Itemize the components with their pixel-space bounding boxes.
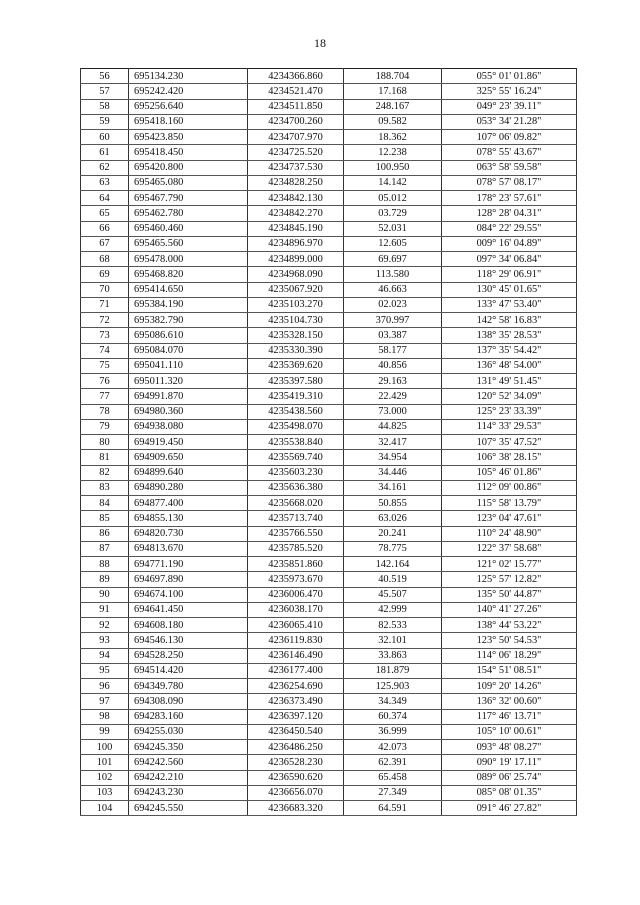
bearing-cell: 078° 55' 43.67": [442, 145, 577, 160]
y-coordinate-cell: 4236254.690: [248, 679, 344, 694]
distance-cell: 40.519: [344, 572, 442, 587]
y-coordinate-cell: 4236177.400: [248, 663, 344, 678]
x-coordinate-cell: 695418.450: [129, 145, 248, 160]
x-coordinate-cell: 694245.550: [129, 801, 248, 816]
coordinates-table: [80, 68, 577, 816]
distance-cell: 20.241: [344, 526, 442, 541]
x-coordinate-cell: 694909.650: [129, 450, 248, 465]
distance-cell: 65.458: [344, 770, 442, 785]
point-number-cell: 76: [81, 374, 129, 389]
distance-cell: 03.387: [344, 328, 442, 343]
x-coordinate-cell: 694674.100: [129, 587, 248, 602]
point-number-cell: 79: [81, 419, 129, 434]
distance-cell: 52.031: [344, 221, 442, 236]
table-row: [81, 480, 577, 495]
x-coordinate-cell: 694919.450: [129, 435, 248, 450]
table-row: [81, 770, 577, 785]
bearing-cell: 115° 58' 13.79": [442, 496, 577, 511]
y-coordinate-cell: 4234737.530: [248, 160, 344, 175]
y-coordinate-cell: 4236006.470: [248, 587, 344, 602]
distance-cell: 02.023: [344, 297, 442, 312]
bearing-cell: 114° 06' 18.29": [442, 648, 577, 663]
x-coordinate-cell: 694255.030: [129, 724, 248, 739]
x-coordinate-cell: 694349.780: [129, 679, 248, 694]
point-number-cell: 68: [81, 252, 129, 267]
x-coordinate-cell: 694243.230: [129, 785, 248, 800]
x-coordinate-cell: 694855.130: [129, 511, 248, 526]
y-coordinate-cell: 4234707.970: [248, 130, 344, 145]
distance-cell: 45.507: [344, 587, 442, 602]
point-number-cell: 98: [81, 709, 129, 724]
distance-cell: 09.582: [344, 114, 442, 129]
bearing-cell: 110° 24' 48.90": [442, 526, 577, 541]
y-coordinate-cell: 4235438.560: [248, 404, 344, 419]
distance-cell: 34.161: [344, 480, 442, 495]
bearing-cell: 053° 34' 21.28": [442, 114, 577, 129]
distance-cell: 44.825: [344, 419, 442, 434]
distance-cell: 18.362: [344, 130, 442, 145]
y-coordinate-cell: 4235766.550: [248, 526, 344, 541]
point-number-cell: 69: [81, 267, 129, 282]
table-row: [81, 633, 577, 648]
distance-cell: 69.697: [344, 252, 442, 267]
x-coordinate-cell: 694528.250: [129, 648, 248, 663]
table-row: [81, 785, 577, 800]
y-coordinate-cell: 4234842.270: [248, 206, 344, 221]
distance-cell: 12.605: [344, 236, 442, 251]
y-coordinate-cell: 4234899.000: [248, 252, 344, 267]
point-number-cell: 102: [81, 770, 129, 785]
table-row: [81, 740, 577, 755]
table-row: [81, 175, 577, 190]
distance-cell: 12.238: [344, 145, 442, 160]
distance-cell: 248.167: [344, 99, 442, 114]
table-row: [81, 618, 577, 633]
x-coordinate-cell: 694980.360: [129, 404, 248, 419]
x-coordinate-cell: 695384.190: [129, 297, 248, 312]
y-coordinate-cell: 4234521.470: [248, 84, 344, 99]
point-number-cell: 82: [81, 465, 129, 480]
point-number-cell: 91: [81, 602, 129, 617]
bearing-cell: 118° 29' 06.91": [442, 267, 577, 282]
distance-cell: 22.429: [344, 389, 442, 404]
bearing-cell: 125° 23' 33.39": [442, 404, 577, 419]
distance-cell: 46.663: [344, 282, 442, 297]
point-number-cell: 60: [81, 130, 129, 145]
point-number-cell: 70: [81, 282, 129, 297]
bearing-cell: 055° 01' 01.86": [442, 69, 577, 84]
y-coordinate-cell: 4235104.730: [248, 313, 344, 328]
bearing-cell: 131° 49' 51.45": [442, 374, 577, 389]
distance-cell: 62.391: [344, 755, 442, 770]
x-coordinate-cell: 694938.080: [129, 419, 248, 434]
bearing-cell: 136° 48' 54.00": [442, 358, 577, 373]
y-coordinate-cell: 4234511.850: [248, 99, 344, 114]
x-coordinate-cell: 694771.190: [129, 557, 248, 572]
x-coordinate-cell: 695382.790: [129, 313, 248, 328]
table-row: [81, 602, 577, 617]
point-number-cell: 103: [81, 785, 129, 800]
y-coordinate-cell: 4235330.390: [248, 343, 344, 358]
y-coordinate-cell: 4236450.540: [248, 724, 344, 739]
table-row: [81, 755, 577, 770]
bearing-cell: 123° 04' 47.61": [442, 511, 577, 526]
point-number-cell: 97: [81, 694, 129, 709]
y-coordinate-cell: 4235636.380: [248, 480, 344, 495]
point-number-cell: 58: [81, 99, 129, 114]
table-row: [81, 679, 577, 694]
x-coordinate-cell: 695242.420: [129, 84, 248, 99]
distance-cell: 73.000: [344, 404, 442, 419]
y-coordinate-cell: 4235369.620: [248, 358, 344, 373]
distance-cell: 05.012: [344, 191, 442, 206]
point-number-cell: 96: [81, 679, 129, 694]
bearing-cell: 106° 38' 28.15": [442, 450, 577, 465]
table-row: [81, 465, 577, 480]
point-number-cell: 78: [81, 404, 129, 419]
distance-cell: 29.163: [344, 374, 442, 389]
y-coordinate-cell: 4234968.090: [248, 267, 344, 282]
point-number-cell: 56: [81, 69, 129, 84]
bearing-cell: 325° 55' 16.24": [442, 84, 577, 99]
distance-cell: 03.729: [344, 206, 442, 221]
x-coordinate-cell: 694242.560: [129, 755, 248, 770]
table-row: [81, 358, 577, 373]
bearing-cell: 105° 46' 01.86": [442, 465, 577, 480]
bearing-cell: 114° 33' 29.53": [442, 419, 577, 434]
x-coordinate-cell: 695420.800: [129, 160, 248, 175]
y-coordinate-cell: 4236119.830: [248, 633, 344, 648]
table-row: [81, 663, 577, 678]
x-coordinate-cell: 694546.130: [129, 633, 248, 648]
y-coordinate-cell: 4236656.070: [248, 785, 344, 800]
table-row: [81, 724, 577, 739]
x-coordinate-cell: 694308.090: [129, 694, 248, 709]
x-coordinate-cell: 694242.210: [129, 770, 248, 785]
point-number-cell: 104: [81, 801, 129, 816]
distance-cell: 188.704: [344, 69, 442, 84]
point-number-cell: 59: [81, 114, 129, 129]
y-coordinate-cell: 4236065.410: [248, 618, 344, 633]
distance-cell: 100.950: [344, 160, 442, 175]
x-coordinate-cell: 694697.890: [129, 572, 248, 587]
distance-cell: 181.879: [344, 663, 442, 678]
distance-cell: 34.954: [344, 450, 442, 465]
point-number-cell: 66: [81, 221, 129, 236]
bearing-cell: 137° 35' 54.42": [442, 343, 577, 358]
table-row: [81, 328, 577, 343]
bearing-cell: 085° 08' 01.35": [442, 785, 577, 800]
point-number-cell: 77: [81, 389, 129, 404]
distance-cell: 14.142: [344, 175, 442, 190]
x-coordinate-cell: 695011.320: [129, 374, 248, 389]
y-coordinate-cell: 4234896.970: [248, 236, 344, 251]
point-number-cell: 71: [81, 297, 129, 312]
table-row: [81, 419, 577, 434]
bearing-cell: 097° 34' 06.84": [442, 252, 577, 267]
x-coordinate-cell: 694283.160: [129, 709, 248, 724]
point-number-cell: 83: [81, 480, 129, 495]
table-row: [81, 252, 577, 267]
x-coordinate-cell: 695465.080: [129, 175, 248, 190]
bearing-cell: 138° 44' 53.22": [442, 618, 577, 633]
table-row: [81, 191, 577, 206]
distance-cell: 64.591: [344, 801, 442, 816]
bearing-cell: 140° 41' 27.26": [442, 602, 577, 617]
x-coordinate-cell: 695468.820: [129, 267, 248, 282]
point-number-cell: 93: [81, 633, 129, 648]
point-number-cell: 86: [81, 526, 129, 541]
x-coordinate-cell: 695041.110: [129, 358, 248, 373]
distance-cell: 42.999: [344, 602, 442, 617]
bearing-cell: 105° 10' 00.61": [442, 724, 577, 739]
bearing-cell: 130° 45' 01.65": [442, 282, 577, 297]
table-row: [81, 709, 577, 724]
table-row: [81, 69, 577, 84]
bearing-cell: 078° 57' 08.17": [442, 175, 577, 190]
x-coordinate-cell: 695414.650: [129, 282, 248, 297]
distance-cell: 32.101: [344, 633, 442, 648]
distance-cell: 32.417: [344, 435, 442, 450]
x-coordinate-cell: 694820.730: [129, 526, 248, 541]
y-coordinate-cell: 4236397.120: [248, 709, 344, 724]
bearing-cell: 136° 32' 00.60": [442, 694, 577, 709]
y-coordinate-cell: 4235538.840: [248, 435, 344, 450]
point-number-cell: 89: [81, 572, 129, 587]
y-coordinate-cell: 4236590.620: [248, 770, 344, 785]
page-number: 18: [314, 36, 326, 50]
x-coordinate-cell: 695460.460: [129, 221, 248, 236]
distance-cell: 34.349: [344, 694, 442, 709]
distance-cell: 142.164: [344, 557, 442, 572]
bearing-cell: 117° 46' 13.71": [442, 709, 577, 724]
bearing-cell: 121° 02' 15.77": [442, 557, 577, 572]
point-number-cell: 75: [81, 358, 129, 373]
y-coordinate-cell: 4235851.860: [248, 557, 344, 572]
bearing-cell: 063° 58' 59.58": [442, 160, 577, 175]
x-coordinate-cell: 695086.610: [129, 328, 248, 343]
bearing-cell: 123° 50' 54.53": [442, 633, 577, 648]
point-number-cell: 92: [81, 618, 129, 633]
bearing-cell: 125° 57' 12.82": [442, 572, 577, 587]
distance-cell: 60.374: [344, 709, 442, 724]
table-row: [81, 450, 577, 465]
point-number-cell: 95: [81, 663, 129, 678]
bearing-cell: 091° 46' 27.82": [442, 801, 577, 816]
x-coordinate-cell: 694899.640: [129, 465, 248, 480]
point-number-cell: 57: [81, 84, 129, 99]
table-row: [81, 160, 577, 175]
table-row: [81, 648, 577, 663]
distance-cell: 40.856: [344, 358, 442, 373]
point-number-cell: 74: [81, 343, 129, 358]
table-row: [81, 99, 577, 114]
distance-cell: 125.903: [344, 679, 442, 694]
x-coordinate-cell: 694991.870: [129, 389, 248, 404]
table-row: [81, 496, 577, 511]
distance-cell: 78.775: [344, 541, 442, 556]
distance-cell: 113.580: [344, 267, 442, 282]
x-coordinate-cell: 694514.420: [129, 663, 248, 678]
point-number-cell: 61: [81, 145, 129, 160]
x-coordinate-cell: 695467.790: [129, 191, 248, 206]
point-number-cell: 99: [81, 724, 129, 739]
y-coordinate-cell: 4234845.190: [248, 221, 344, 236]
y-coordinate-cell: 4236528.230: [248, 755, 344, 770]
point-number-cell: 72: [81, 313, 129, 328]
distance-cell: 34.446: [344, 465, 442, 480]
y-coordinate-cell: 4236146.490: [248, 648, 344, 663]
distance-cell: 27.349: [344, 785, 442, 800]
bearing-cell: 178° 23' 57.61": [442, 191, 577, 206]
distance-cell: 33.863: [344, 648, 442, 663]
table-row: [81, 282, 577, 297]
bearing-cell: 128° 28' 04.31": [442, 206, 577, 221]
table-row: [81, 801, 577, 816]
distance-cell: 58.177: [344, 343, 442, 358]
distance-cell: 36.999: [344, 724, 442, 739]
x-coordinate-cell: 695465.560: [129, 236, 248, 251]
table-row: [81, 130, 577, 145]
y-coordinate-cell: 4235419.310: [248, 389, 344, 404]
x-coordinate-cell: 695256.640: [129, 99, 248, 114]
y-coordinate-cell: 4236486.250: [248, 740, 344, 755]
table-row: [81, 694, 577, 709]
y-coordinate-cell: 4234828.250: [248, 175, 344, 190]
x-coordinate-cell: 694890.280: [129, 480, 248, 495]
bearing-cell: 009° 16' 04.89": [442, 236, 577, 251]
y-coordinate-cell: 4235569.740: [248, 450, 344, 465]
bearing-cell: 084° 22' 29.55": [442, 221, 577, 236]
point-number-cell: 94: [81, 648, 129, 663]
table-row: [81, 389, 577, 404]
x-coordinate-cell: 695478.000: [129, 252, 248, 267]
point-number-cell: 101: [81, 755, 129, 770]
point-number-cell: 85: [81, 511, 129, 526]
distance-cell: 370.997: [344, 313, 442, 328]
table-row: [81, 114, 577, 129]
bearing-cell: 120° 52' 34.09": [442, 389, 577, 404]
y-coordinate-cell: 4235067.920: [248, 282, 344, 297]
x-coordinate-cell: 694877.400: [129, 496, 248, 511]
x-coordinate-cell: 694608.180: [129, 618, 248, 633]
x-coordinate-cell: 694641.450: [129, 602, 248, 617]
y-coordinate-cell: 4234842.130: [248, 191, 344, 206]
table-row: [81, 557, 577, 572]
y-coordinate-cell: 4235973.670: [248, 572, 344, 587]
table-row: [81, 374, 577, 389]
y-coordinate-cell: 4236038.170: [248, 602, 344, 617]
bearing-cell: 107° 35' 47.52": [442, 435, 577, 450]
y-coordinate-cell: 4234700.260: [248, 114, 344, 129]
table-row: [81, 587, 577, 602]
table-row: [81, 343, 577, 358]
point-number-cell: 100: [81, 740, 129, 755]
y-coordinate-cell: 4235785.520: [248, 541, 344, 556]
point-number-cell: 84: [81, 496, 129, 511]
x-coordinate-cell: 695084.070: [129, 343, 248, 358]
y-coordinate-cell: 4234725.520: [248, 145, 344, 160]
table-row: [81, 541, 577, 556]
bearing-cell: 138° 35' 28.53": [442, 328, 577, 343]
bearing-cell: 093° 48' 08.27": [442, 740, 577, 755]
bearing-cell: 107° 06' 09.82": [442, 130, 577, 145]
bearing-cell: 122° 37' 58.68": [442, 541, 577, 556]
table-row: [81, 313, 577, 328]
x-coordinate-cell: 694245.350: [129, 740, 248, 755]
point-number-cell: 63: [81, 175, 129, 190]
table-row: [81, 221, 577, 236]
y-coordinate-cell: 4235668.020: [248, 496, 344, 511]
x-coordinate-cell: 694813.670: [129, 541, 248, 556]
y-coordinate-cell: 4235103.270: [248, 297, 344, 312]
distance-cell: 82.533: [344, 618, 442, 633]
bearing-cell: 133° 47' 53.40": [442, 297, 577, 312]
point-number-cell: 81: [81, 450, 129, 465]
y-coordinate-cell: 4235328.150: [248, 328, 344, 343]
table-row: [81, 267, 577, 282]
table-row: [81, 206, 577, 221]
bearing-cell: 089° 06' 25.74": [442, 770, 577, 785]
bearing-cell: 135° 50' 44.87": [442, 587, 577, 602]
x-coordinate-cell: 695418.160: [129, 114, 248, 129]
x-coordinate-cell: 695423.850: [129, 130, 248, 145]
distance-cell: 50.855: [344, 496, 442, 511]
table-row: [81, 236, 577, 251]
table-row: [81, 435, 577, 450]
point-number-cell: 88: [81, 557, 129, 572]
y-coordinate-cell: 4235498.070: [248, 419, 344, 434]
table-row: [81, 526, 577, 541]
table-row: [81, 297, 577, 312]
point-number-cell: 87: [81, 541, 129, 556]
y-coordinate-cell: 4235397.580: [248, 374, 344, 389]
point-number-cell: 65: [81, 206, 129, 221]
table-row: [81, 145, 577, 160]
table-row: [81, 511, 577, 526]
distance-cell: 17.168: [344, 84, 442, 99]
bearing-cell: 090° 19' 17.11": [442, 755, 577, 770]
y-coordinate-cell: 4236683.320: [248, 801, 344, 816]
bearing-cell: 109° 20' 14.26": [442, 679, 577, 694]
point-number-cell: 64: [81, 191, 129, 206]
table-row: [81, 404, 577, 419]
table-row: [81, 572, 577, 587]
bearing-cell: 142° 58' 16.83": [442, 313, 577, 328]
bearing-cell: 112° 09' 00.86": [442, 480, 577, 495]
y-coordinate-cell: 4234366.860: [248, 69, 344, 84]
table-row: [81, 84, 577, 99]
coordinates-table-body: [81, 69, 577, 816]
point-number-cell: 67: [81, 236, 129, 251]
bearing-cell: 049° 23' 39.11": [442, 99, 577, 114]
x-coordinate-cell: 695462.780: [129, 206, 248, 221]
distance-cell: 63.026: [344, 511, 442, 526]
distance-cell: 42.073: [344, 740, 442, 755]
point-number-cell: 80: [81, 435, 129, 450]
bearing-cell: 154° 51' 08.51": [442, 663, 577, 678]
point-number-cell: 62: [81, 160, 129, 175]
point-number-cell: 90: [81, 587, 129, 602]
y-coordinate-cell: 4235603.230: [248, 465, 344, 480]
point-number-cell: 73: [81, 328, 129, 343]
y-coordinate-cell: 4236373.490: [248, 694, 344, 709]
x-coordinate-cell: 695134.230: [129, 69, 248, 84]
y-coordinate-cell: 4235713.740: [248, 511, 344, 526]
